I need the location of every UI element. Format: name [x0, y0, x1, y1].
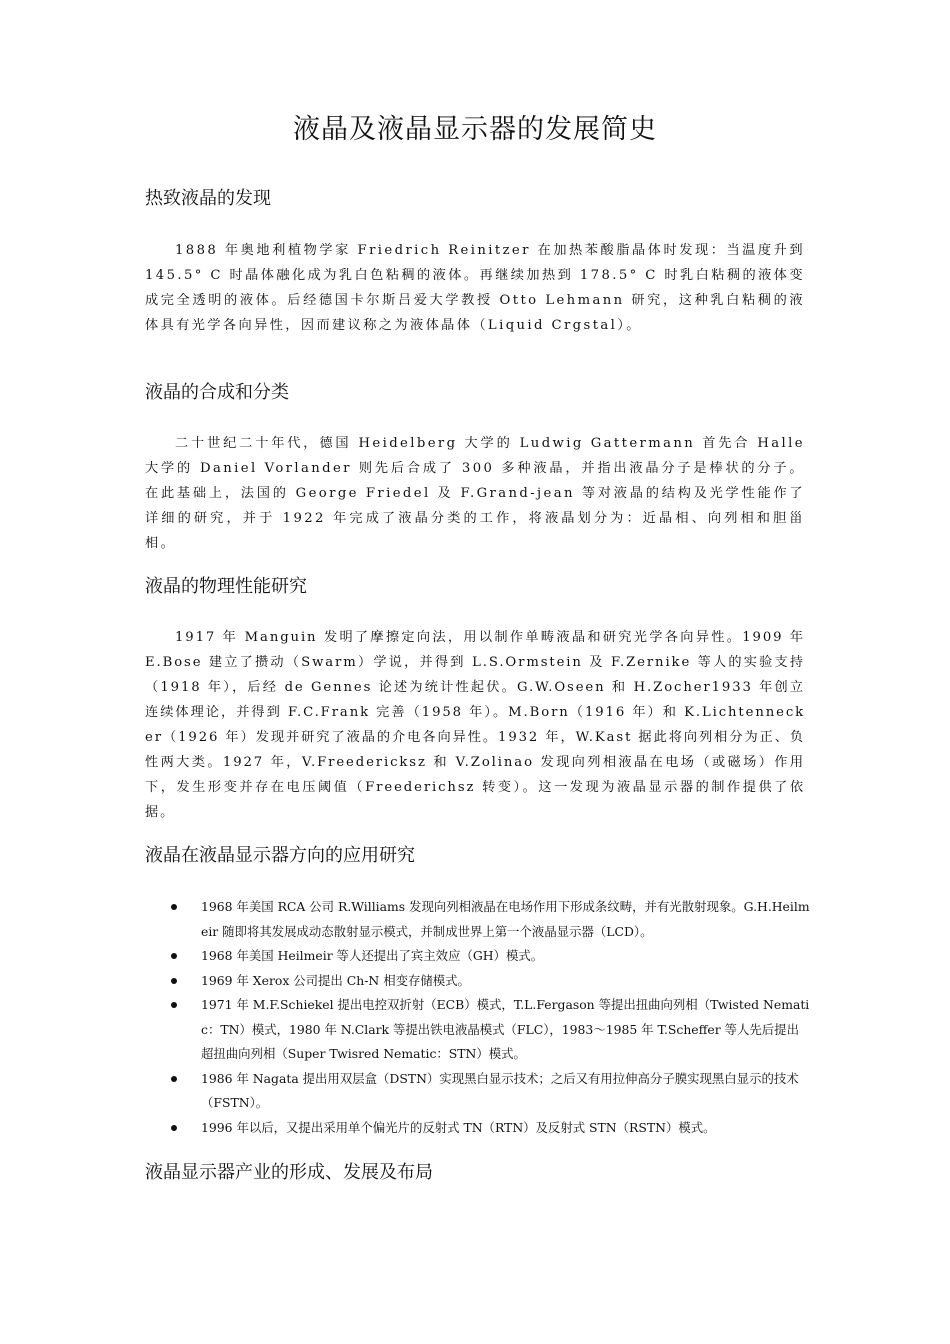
list-item: [165, 1067, 810, 1116]
bullet-icon: [171, 1125, 177, 1131]
section-paragraph-synthesis-classification: 二十世纪二十年代，德国 Heidelberg 大学的 Ludwig Gattermann 首先合 Halle 大学的 Daniel Vorlander 则先后合成了 300 多种液晶，并指出液晶分子是棒状的分子。在此基础上，法国的 George Friedel 及 F.Grand-jean 等对液晶的结构及光学性能作了详细的研究，并于 1922 年完成了液晶分类的工作，将液晶划分为：近晶相、向列相和胆甾相。: [145, 436, 805, 551]
list-item-text: 1996 年以后，又提出采用单个偏光片的反射式 TN（RTN）及反射式 STN（RSTN）模式。: [201, 1119, 716, 1135]
list-item-text: 1969 年 Xerox 公司提出 Ch-N 相变存储模式。: [201, 972, 470, 988]
document-title: 液晶及液晶显示器的发展简史: [293, 114, 657, 145]
bullet-icon: [171, 1002, 177, 1008]
section-heading-physical-properties: 液晶的物理性能研究: [145, 576, 307, 597]
bullet-icon: [171, 978, 177, 984]
bullet-icon: [171, 1076, 177, 1082]
section-paragraph-physical-properties: 1917 年 Manguin 发明了摩擦定向法，用以制作单畴液晶和研究光学各向异性。1909 年 E.Bose 建立了攒动（Swarm）学说，并得到 L.S.Ormstein 及 F.Zernike 等人的实验支持（1918 年），后经 de Gennes 论述为统计性起伏。G.W.Oseen 和 H.Zocher1933 年创立连续体理论，并得到 F.C.Frank 完善（1958 年）。M.Born（1916 年）和 K.Lichtennecker（1926 年）发现并研究了液晶的介电各向异性。1932 年，W.Kast 据此将向列相分为正、负性两大类。1927 年，V.Freedericksz 和 V.Zolinao 发现向列相液晶在电场（或磁场）作用下，发生形变并存在电压阈值（Freederichsz 转变）。这一发现为液晶显示器的制作提供了依据。: [145, 630, 805, 820]
section-heading-lcd-industry: 液晶显示器产业的形成、发展及布局: [145, 1162, 433, 1183]
list-item-text: 1986 年 Nagata 提出用双层盒（DSTN）实现黑白显示技术；之后又有用拉伸高分子膜实现黑白显示的技术（FSTN）。: [201, 1070, 799, 1110]
section-heading-thermotropic-discovery: 热致液晶的发现: [145, 188, 271, 209]
list-item-text: 1968 年美国 Heilmeir 等人还提出了宾主效应（GH）模式。: [201, 948, 544, 963]
section-heading-lcd-application-research: 液晶在液晶显示器方向的应用研究: [145, 845, 415, 866]
list-item: [165, 944, 810, 969]
application-research-list: [165, 895, 810, 1140]
section-paragraph-thermotropic-discovery: 1888 年奥地利植物学家 Friedrich Reinitzer 在加热苯酸脂晶体时发现：当温度升到 145.5° C 时晶体融化成为乳白色粘稠的液体。再继续加热到 178.5° C 时乳白粘稠的液体变成完全透明的液体。后经德国卡尔斯吕爱大学教授 Otto Lehmann 研究，这种乳白粘稠的液体具有光学各向异性，因而建议称之为液体晶体（Liquid Crgstal）。: [145, 243, 805, 333]
list-item: [165, 993, 810, 1067]
bullet-icon: [171, 953, 177, 959]
list-item-text: 1968 年美国 RCA 公司 R.Williams 发现向列相液晶在电场作用下形成条纹畴，并有光散射现象。G.H.Heilmeir 随即将其发展成动态散射显示模式，并制成世界上第一个液晶显示器（LCD）。: [201, 899, 810, 939]
section-heading-synthesis-classification: 液晶的合成和分类: [145, 382, 289, 403]
list-item: [165, 969, 810, 994]
list-item: [165, 895, 810, 944]
bullet-icon: [171, 904, 177, 910]
list-item-text: 1971 年 M.F.Schiekel 提出电控双折射（ECB）模式，T.L.Fergason 等提出扭曲向列相（Twisted Nematic：TN）模式，1980 年 N.Clark 等提出铁电液晶模式（FLC），1983～1985 年 T.Scheffer 等人先后提出超扭曲向列相（Super Twisred Nematic：STN）模式。: [201, 997, 810, 1061]
list-item: [165, 1116, 810, 1141]
